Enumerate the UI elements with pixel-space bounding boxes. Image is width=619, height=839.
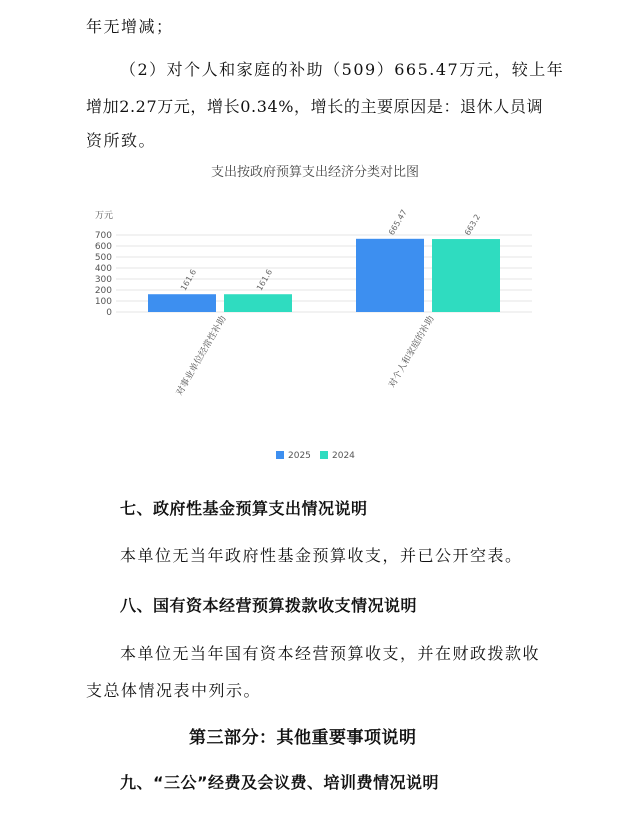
y-tick-label: 600 (94, 242, 112, 252)
y-tick-label: 400 (94, 264, 112, 274)
section-7-heading: 七、政府性基金预算支出情况说明 (120, 499, 368, 518)
section-7-text: 本单位无当年政府性基金预算收支，并已公开空表。 (120, 546, 523, 565)
paragraph-line: 资所致。 (86, 131, 157, 150)
expenditure-bar-chart (80, 155, 550, 475)
x-category-label: 对事业单位经常性补助 (174, 314, 229, 398)
y-tick-label: 500 (94, 253, 112, 263)
bar-2025 (148, 294, 216, 312)
section-8-text-cont: 支总体情况表中列示。 (86, 681, 262, 700)
legend-label: 2024 (332, 451, 355, 461)
bar-2024 (224, 294, 292, 312)
section-8-text: 本单位无当年国有资本经营预算收支，并在财政拨款收 (120, 644, 541, 663)
bar-data-label: 161.6 (178, 267, 199, 293)
bar-2024 (432, 239, 500, 312)
y-tick-label: 200 (94, 286, 112, 296)
bar-data-label: 663.2 (462, 212, 483, 238)
legend-label: 2025 (288, 451, 311, 461)
paragraph-line: （2）对个人和家庭的补助（509）665.47万元，较上年 (120, 60, 565, 79)
y-tick-label: 300 (94, 275, 112, 285)
bar-data-label: 161.6 (254, 267, 275, 293)
chart-title: 支出按政府预算支出经济分类对比图 (210, 165, 420, 180)
legend-swatch (320, 451, 328, 459)
y-tick-label: 100 (94, 297, 112, 307)
paragraph-line: 增加2.27万元，增长0.34%，增长的主要原因是：退休人员调 (86, 97, 544, 116)
y-tick-label: 700 (94, 231, 112, 241)
bar-data-label: 665.47 (386, 208, 409, 237)
x-category-label: 对个人和家庭的补助 (387, 314, 437, 390)
bar-2025 (356, 239, 424, 312)
part-3-heading: 第三部分：其他重要事项说明 (189, 728, 417, 748)
section-8-heading: 八、国有资本经营预算拨款收支情况说明 (120, 596, 418, 615)
section-9-heading: 九、“三公”经费及会议费、培训费情况说明 (120, 773, 440, 792)
paragraph-line: 年无增减； (86, 17, 174, 36)
y-axis-label: 万元 (95, 211, 114, 221)
legend-swatch (276, 451, 284, 459)
y-tick-label: 0 (106, 308, 112, 318)
